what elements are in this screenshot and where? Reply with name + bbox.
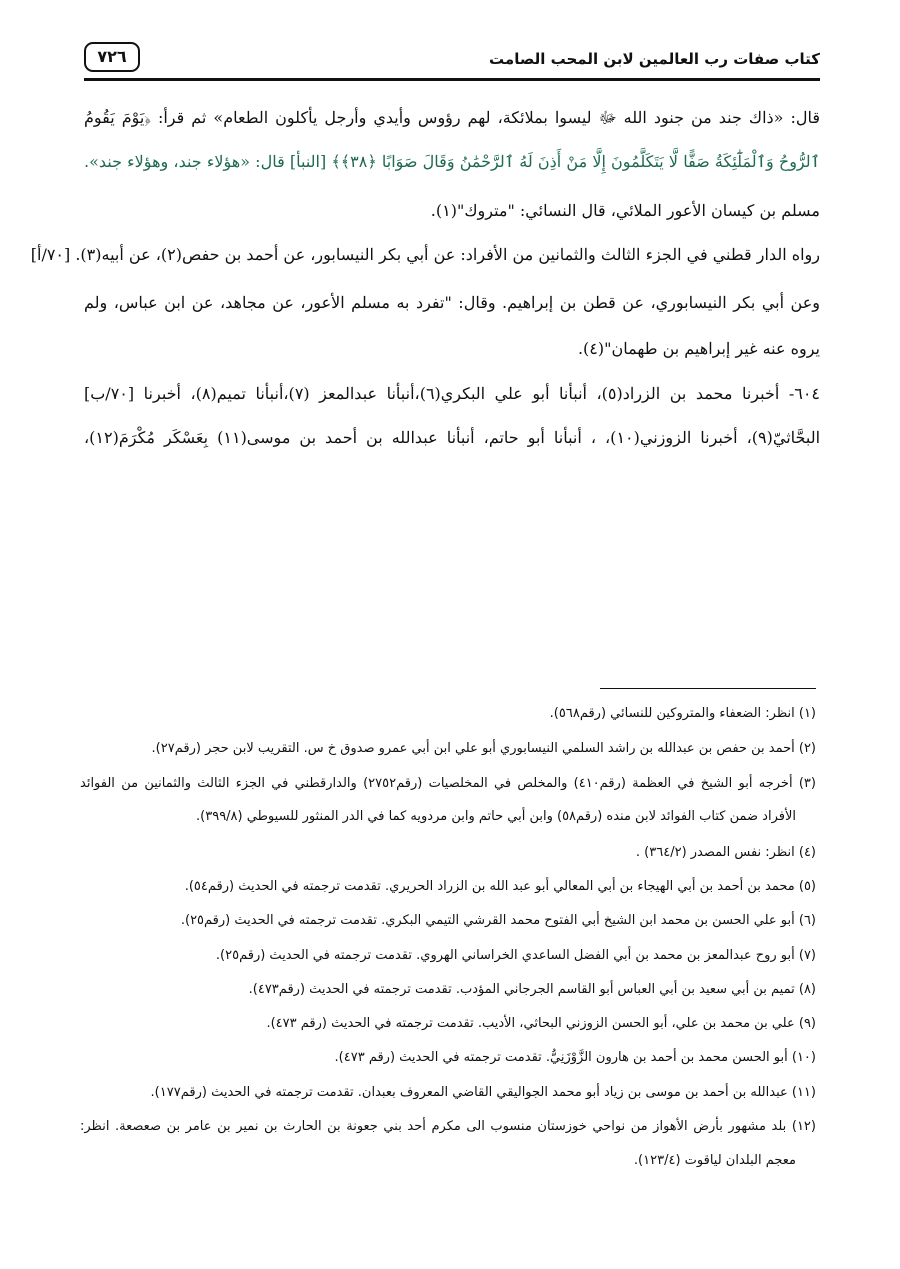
footnote-11: (١١) عبدالله بن أحمد بن موسى بن زياد أبو محمد الجواليقي القاضي المعروف بعبدان. تقدمت ترجمته في الحديث (رقم١٧٧). <box>150 1085 816 1100</box>
body-line-2-quran: ٱلرُّوحُ وَٱلْمَلَٰٓئِكَةُ صَفًّا لَّا يَتَكَلَّمُونَ إِلَّا مَنْ أَذِنَ لَهُ ٱلرَّحْمَٰنُ وَقَالَ صَوَابًا ﴿٣٨﴾﴾ [النبأ] قال: «هؤلاء جند، وهؤلاء جند». <box>84 152 820 171</box>
body-line-1: قال: «ذاك جند من جنود الله ﷻ ليسوا بملائكة، لهم رؤوس وأيدي وأرجل يأكلون الطعام» ثم قرأ: ﴿يَوْمَ يَقُومُ <box>84 108 820 127</box>
footnote-12-continued: معجم البلدان لياقوت (١٢٣/٤). <box>633 1153 796 1168</box>
page-header <box>84 42 820 78</box>
body-line-3: مسلم بن كيسان الأعور الملائي، قال النسائي: "متروك"(١). <box>430 201 820 220</box>
footnote-8: (٨) تميم بن أبي سعيد بن أبي العباس أبو القاسم الجرجاني المؤدب. تقدمت ترجمته في الحديث (رقم٤٧٣). <box>248 982 816 997</box>
page-number: ٧٢٦ <box>84 42 140 72</box>
footnote-10: (١٠) أبو الحسن محمد بن أحمد بن هارون الزَّوْزَنِيُّ. تقدمت ترجمته في الحديث (رقم ٤٧٣). <box>334 1050 816 1065</box>
footnote-4: (٤) انظر: نفس المصدر (٣٦٤/٢) . <box>635 845 816 860</box>
hadith-604-line-2: البحَّاثيّ(٩)، أخبرنا الزوزني(١٠)، ، أنبأنا أبو حاتم، أنبأنا عبدالله بن أحمد بن موسى(١١) بِعَسْكَر مُكْرَمَ(١٢)، <box>84 428 821 447</box>
footnote-2: (٢) أحمد بن حفص بن عبدالله بن راشد السلمي النيسابوري أبو علي ابن أبي عمرو صدوق خ س. التقريب لابن حجر (رقم٢٧). <box>151 741 816 756</box>
body-line-4: رواه الدار قطني في الجزء الثالث والثمانين من الأفراد: عن أبي بكر النيسابور، عن أحمد بن حفص(٢)، عن أبيه(٣). [٧٠/أ] <box>30 245 820 264</box>
footnote-separator <box>600 688 816 689</box>
footnote-9: (٩) علي بن محمد بن علي، أبو الحسن الزوزني البحاثي، الأديب. تقدمت ترجمته في الحديث (رقم ٤٧٣). <box>266 1016 816 1031</box>
footnote-3: (٣) أخرجه أبو الشيخ في العظمة (رقم٤١٠) والمخلص في المخلصيات (رقم٢٧٥٢) والدارقطني في الجزء الثالث والثمانين من الفوائد <box>80 776 816 791</box>
body-line-5: وعن أبي بكر النيسابوري، عن قطن بن إبراهيم. وقال: "تفرد به مسلم الأعور، عن مجاهد، عن ابن عباس، ولم <box>84 293 820 312</box>
hadith-604-line-1: ٦٠٤- أخبرنا محمد بن الزراد(٥)، أنبأنا أبو علي البكري(٦)،أنبأنا عبدالمعز (٧)،أنبأنا تميم(٨)، أخبرنا [٧٠/ب] <box>84 384 821 403</box>
footnote-6: (٦) أبو علي الحسن بن محمد ابن الشيخ أبي الفتوح محمد القرشي التيمي البكري. تقدمت ترجمته في الحديث (رقم٢٥). <box>180 913 816 928</box>
header-rule <box>84 78 820 81</box>
book-title: كتاب صفات رب العالمين لابن المحب الصامت <box>489 50 820 68</box>
footnote-1: (١) انظر: الضعفاء والمتروكين للنسائي (رقم٥٦٨). <box>549 706 816 721</box>
footnote-5: (٥) محمد بن أحمد بن أبي الهيجاء بن أبي المعالي أبو عبد الله بن الزراد الحريري. تقدمت ترجمته في الحديث (رقم٥٤). <box>184 879 816 894</box>
footnote-12: (١٢) بلد مشهور بأرض الأهواز من نواحي خوزستان منسوب الى مكرم أحد بني جعونة بن الحارث بن نمير بن عامر بن صعصعة. انظر: <box>80 1119 816 1134</box>
body-line-6: يروه عنه غير إبراهيم بن طهمان"(٤). <box>577 339 820 358</box>
footnote-3-continued: الأفراد ضمن كتاب الفوائد لابن منده (رقم٥٨) وابن أبي حاتم وابن مردويه كما في الدر المنثور للسيوطي (٣٩٩/٨). <box>196 809 796 824</box>
footnote-7: (٧) أبو روح عبدالمعز بن محمد بن أبي الفضل الساعدي الخراساني الهروي. تقدمت ترجمته في الحديث (رقم٢٥). <box>215 948 816 963</box>
